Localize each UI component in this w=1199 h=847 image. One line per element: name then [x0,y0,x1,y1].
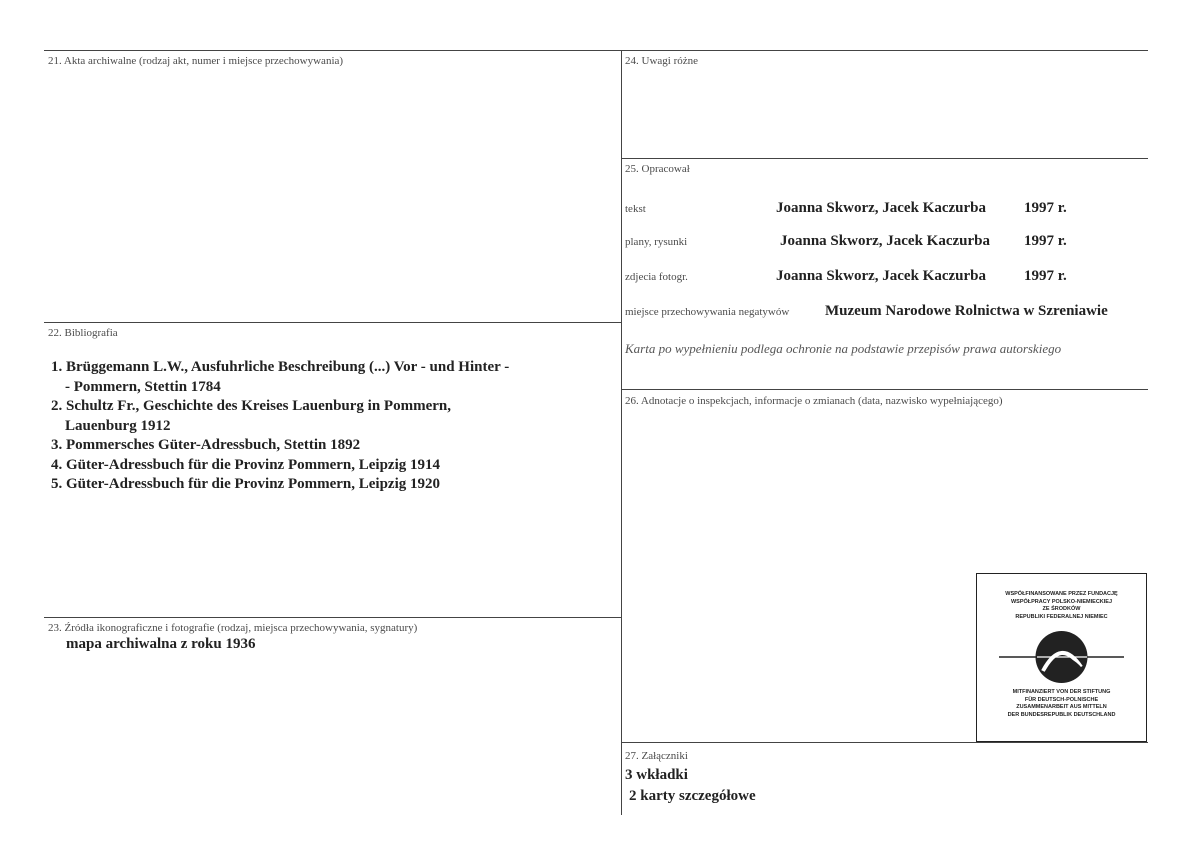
rule-24-25 [622,158,1148,159]
stamp-top-text [977,591,1146,621]
bib-item-1b: - Pommern, Stettin 1784 [65,378,221,395]
section-27-label: 27. Załączniki [625,750,688,762]
negatives-value: Muzeum Narodowe Rolnictwa w Szreniawie [825,303,1108,319]
rule-26-27 [622,742,1148,743]
rule-22-23 [44,617,622,618]
foundation-stamp [976,573,1147,742]
top-rule [44,50,1148,51]
bib-item-4: 4. Güter-Adressbuch für die Provinz Pommern, Leipzig 1914 [51,456,441,473]
copyright-note: Karta po wypełnieniu podlega ochronie na podstawie przepisów prawa autorskiego [625,341,1062,356]
rule-25-26 [622,389,1148,390]
stamp-top-line-3: ZE ŚRODKÓW [1042,606,1081,612]
section-24-label: 24. Uwagi różne [625,55,699,67]
section-23-value: mapa archiwalna z roku 1936 [66,636,256,652]
row-tekst-value: Joanna Skworz, Jacek Kaczurba [776,200,986,216]
row-zdjecia-year: 1997 r. [1024,268,1067,284]
bib-item-1a: 1. Brüggemann L.W., Ausfuhrliche Beschreibung (...) Vor - und Hinter - [51,359,510,375]
section-21-label: 21. Akta archiwalne (rodzaj akt, numer i miejsce przechowywania) [48,55,344,67]
row-zdjecia-value: Joanna Skworz, Jacek Kaczurba [776,268,986,284]
bib-item-2a: 2. Schultz Fr., Geschichte des Kreises Lauenburg in Pommern, [51,398,451,414]
stamp-top-line-2: WSPÓŁPRACY POLSKO-NIEMIECKIEJ [1010,598,1113,605]
section-25-label: 25. Opracował [625,163,690,175]
column-divider [621,51,622,815]
attachment-2: 2 karty szczegółowe [629,788,756,804]
stamp-bottom-line-1: MITFINANZIERT VON DER STIFTUNG [1012,689,1111,695]
row-plany-value: Joanna Skworz, Jacek Kaczurba [780,233,990,249]
row-plany-year: 1997 r. [1024,233,1067,249]
row-tekst-year: 1997 r. [1024,200,1067,216]
section-26-label: 26. Adnotacje o inspekcjach, informacje o zmianach (data, nazwisko wypełniającego) [625,395,1003,407]
stamp-bottom-text [977,689,1146,719]
row-tekst-key: tekst [625,203,646,215]
stamp-bottom-line-3: ZUSAMMENARBEIT AUS MITTELN [1016,704,1107,710]
stamp-bottom-line-4: DER BUNDESREPUBLIK DEUTSCHLAND [1007,711,1116,718]
negatives-key: miejsce przechowywania negatywów [625,306,790,318]
section-22-label: 22. Bibliografia [48,327,118,339]
bib-item-5: 5. Güter-Adressbuch für die Provinz Pommern, Leipzig 1920 [51,476,441,492]
stamp-bottom-line-2: FÜR DEUTSCH-POLNISCHE [1024,696,1099,703]
rule-21-22 [44,322,622,323]
foundation-logo-icon [977,627,1146,687]
section-23-label: 23. Źródła ikonograficzne i fotografie (rodzaj, miejsca przechowywania, sygnatury) [48,622,418,634]
bib-item-3: 3. Pommersches Güter-Adressbuch, Stettin 1892 [51,437,361,453]
stamp-top-line-1: WSPÓŁFINANSOWANE PRZEZ FUNDACJĘ [1005,591,1118,597]
row-zdjecia-key: zdjecia fotogr. [625,271,688,283]
bibliography-list [51,358,611,495]
row-plany-key: plany, rysunki [625,236,688,248]
stamp-top-line-4: REPUBLIKI FEDERALNEJ NIEMIEC [1015,613,1108,620]
bib-item-2b: Lauenburg 1912 [65,417,171,434]
attachment-1: 3 wkładki [625,767,688,783]
